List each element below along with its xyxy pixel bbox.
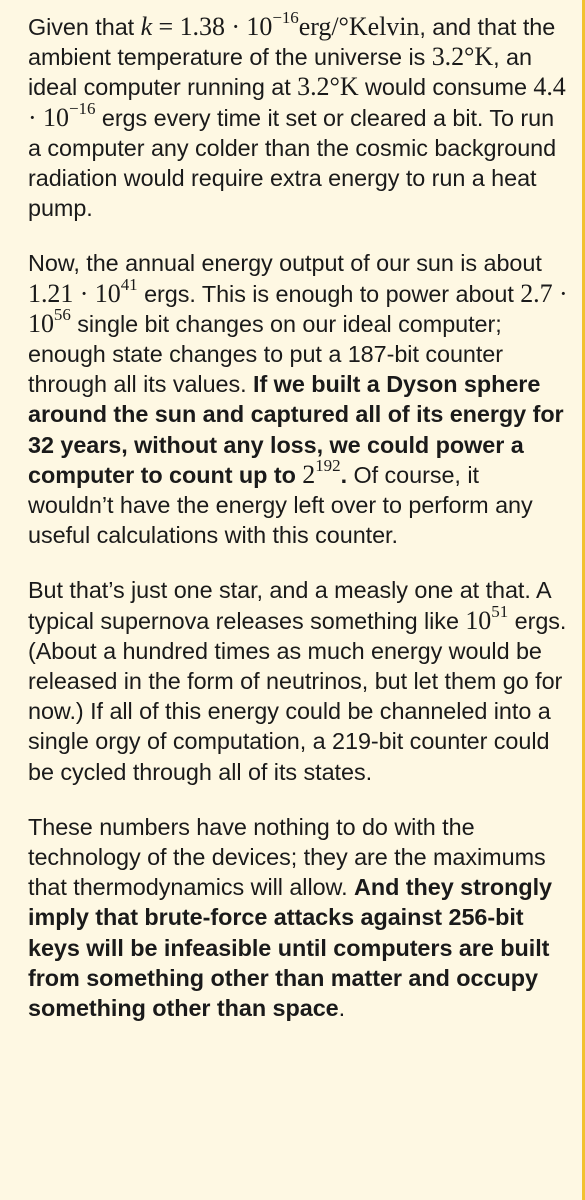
math-exponent: −16 (68, 98, 96, 118)
math-exponent: 56 (53, 305, 71, 325)
paragraph-2 (28, 248, 568, 550)
text-segment: , an ideal computer running at (28, 44, 532, 101)
bold-emphasis: If we built a Dyson sphere around the sun and captured all of its energy for 32 years, without any loss, we could power a computer to count up to (28, 371, 564, 488)
text-segment: ergs. This is enough to power about (137, 280, 521, 307)
math-expression: 2 (302, 459, 316, 489)
text-segment: would consume (358, 74, 534, 101)
paragraph-1 (28, 8, 568, 223)
paragraph-3 (28, 575, 568, 786)
math-expression: erg/°Kelvin (298, 12, 420, 41)
math-expression: 1.21 · 10 (28, 278, 121, 308)
math-symbol-k: k (140, 12, 153, 41)
bold-emphasis: . (340, 461, 348, 488)
text-segment: These numbers have nothing to do with the technology of the devices; they are the maximums that thermodynamics will allow. (28, 813, 546, 901)
text-segment: ergs every time it set or cleared a bit. To run a computer any colder than the cosmic background radiation would require extra energy to run a heat pump. (28, 104, 557, 222)
text-segment: Given that (28, 14, 141, 40)
text-segment: Now, the annual energy output of our sun is about (28, 250, 542, 277)
math-exponent: 51 (491, 602, 509, 621)
math-expression: 3.2°K (431, 42, 494, 72)
text-segment: . (338, 995, 346, 1022)
bold-emphasis: And they strongly imply that brute-force attacks against 256-bit keys will be infeasible until computers are built from something other than matter and occupy something other than space (28, 874, 552, 1022)
math-exponent: 41 (120, 274, 138, 294)
math-expression: 4.4 · 10 (28, 72, 566, 132)
math-expression: 2.7 · 10 (28, 278, 568, 338)
math-expression: 3.2°K (297, 72, 359, 102)
math-expression: = 1.38 · 10 (152, 12, 273, 41)
text-segment: single bit changes on our ideal computer; enough state changes to put a 187-bit counter through all its values. (28, 310, 504, 398)
text-segment: But that’s just one star, and a measly one at that. A typical supernova releases something like (28, 577, 551, 634)
text-segment: ergs. (About a hundred times as much energy would be released in the form of neutrinos, but let them go for now.) If all of this energy could be channeled into a single orgy of computation, a 219-bit counter could be cycled through all of its states. (28, 607, 567, 785)
paragraph-4 (28, 812, 568, 1023)
math-expression: 10 (465, 605, 492, 635)
math-exponent: 192 (315, 456, 341, 476)
math-exponent: −16 (272, 8, 299, 28)
text-segment: Of course, it wouldn’t have the energy left over to perform any useful calculations with this counter. (28, 461, 533, 549)
text-segment: , and that the ambient temperature of the universe is (28, 14, 556, 71)
